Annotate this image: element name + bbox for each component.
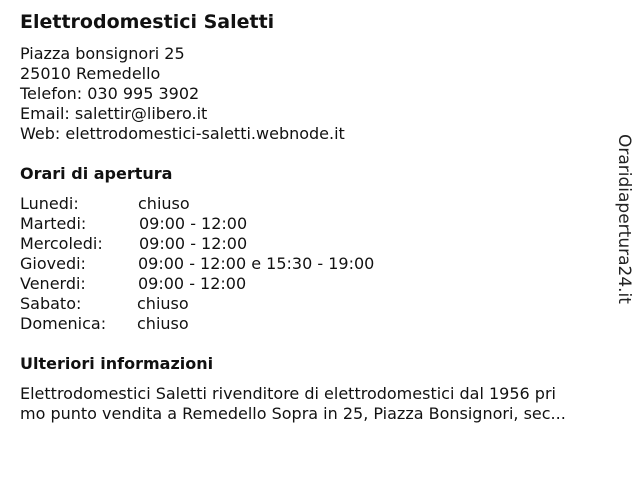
day-hours: 09:00 - 12:00 [139,214,248,233]
day-hours: 09:00 - 12:00 [138,274,247,293]
hours-table [20,194,440,334]
hours-row-lunedi [20,194,440,214]
address-street: Piazza bonsignori 25 [20,44,185,63]
info-heading: Ulteriori informazioni [20,354,214,373]
hours-heading: Orari di apertura [20,164,173,183]
hours-row-martedi [20,214,440,234]
day-label: Venerdi: [20,274,86,293]
day-label: Lunedi: [20,194,79,213]
hours-row-domenica [20,314,440,334]
day-label: Mercoledi: [20,234,103,253]
day-hours: 09:00 - 12:00 [139,234,248,253]
phone-line: Telefon: 030 995 3902 [20,84,200,103]
hours-row-sabato [20,294,440,314]
day-label: Domenica: [20,314,107,333]
day-label: Martedi: [20,214,87,233]
day-hours: chiuso [137,314,189,333]
info-line: mo punto vendita a Remedello Sopra in 25, Piazza Bonsignori, sec... [20,404,566,423]
web-line: Web: elettrodomestici-saletti.webnode.it [20,124,345,143]
site-watermark-label: Oraridiapertura24.it [614,134,634,304]
hours-row-giovedi [20,254,440,274]
day-hours: 09:00 - 12:00 e 15:30 - 19:00 [138,254,375,273]
day-hours: chiuso [137,294,189,313]
info-text [20,384,620,424]
day-hours: chiuso [138,194,190,213]
email-line: Email: salettir@libero.it [20,104,208,123]
day-label: Sabato: [20,294,82,313]
business-name: Elettrodomestici Saletti [20,11,275,33]
info-line: Elettrodomestici Saletti rivenditore di elettrodomestici dal 1956 pri [20,384,556,403]
address-city: 25010 Remedello [20,64,161,83]
hours-row-venerdi [20,274,440,294]
day-label: Giovedi: [20,254,86,273]
contact-block [20,44,345,144]
hours-row-mercoledi [20,234,440,254]
